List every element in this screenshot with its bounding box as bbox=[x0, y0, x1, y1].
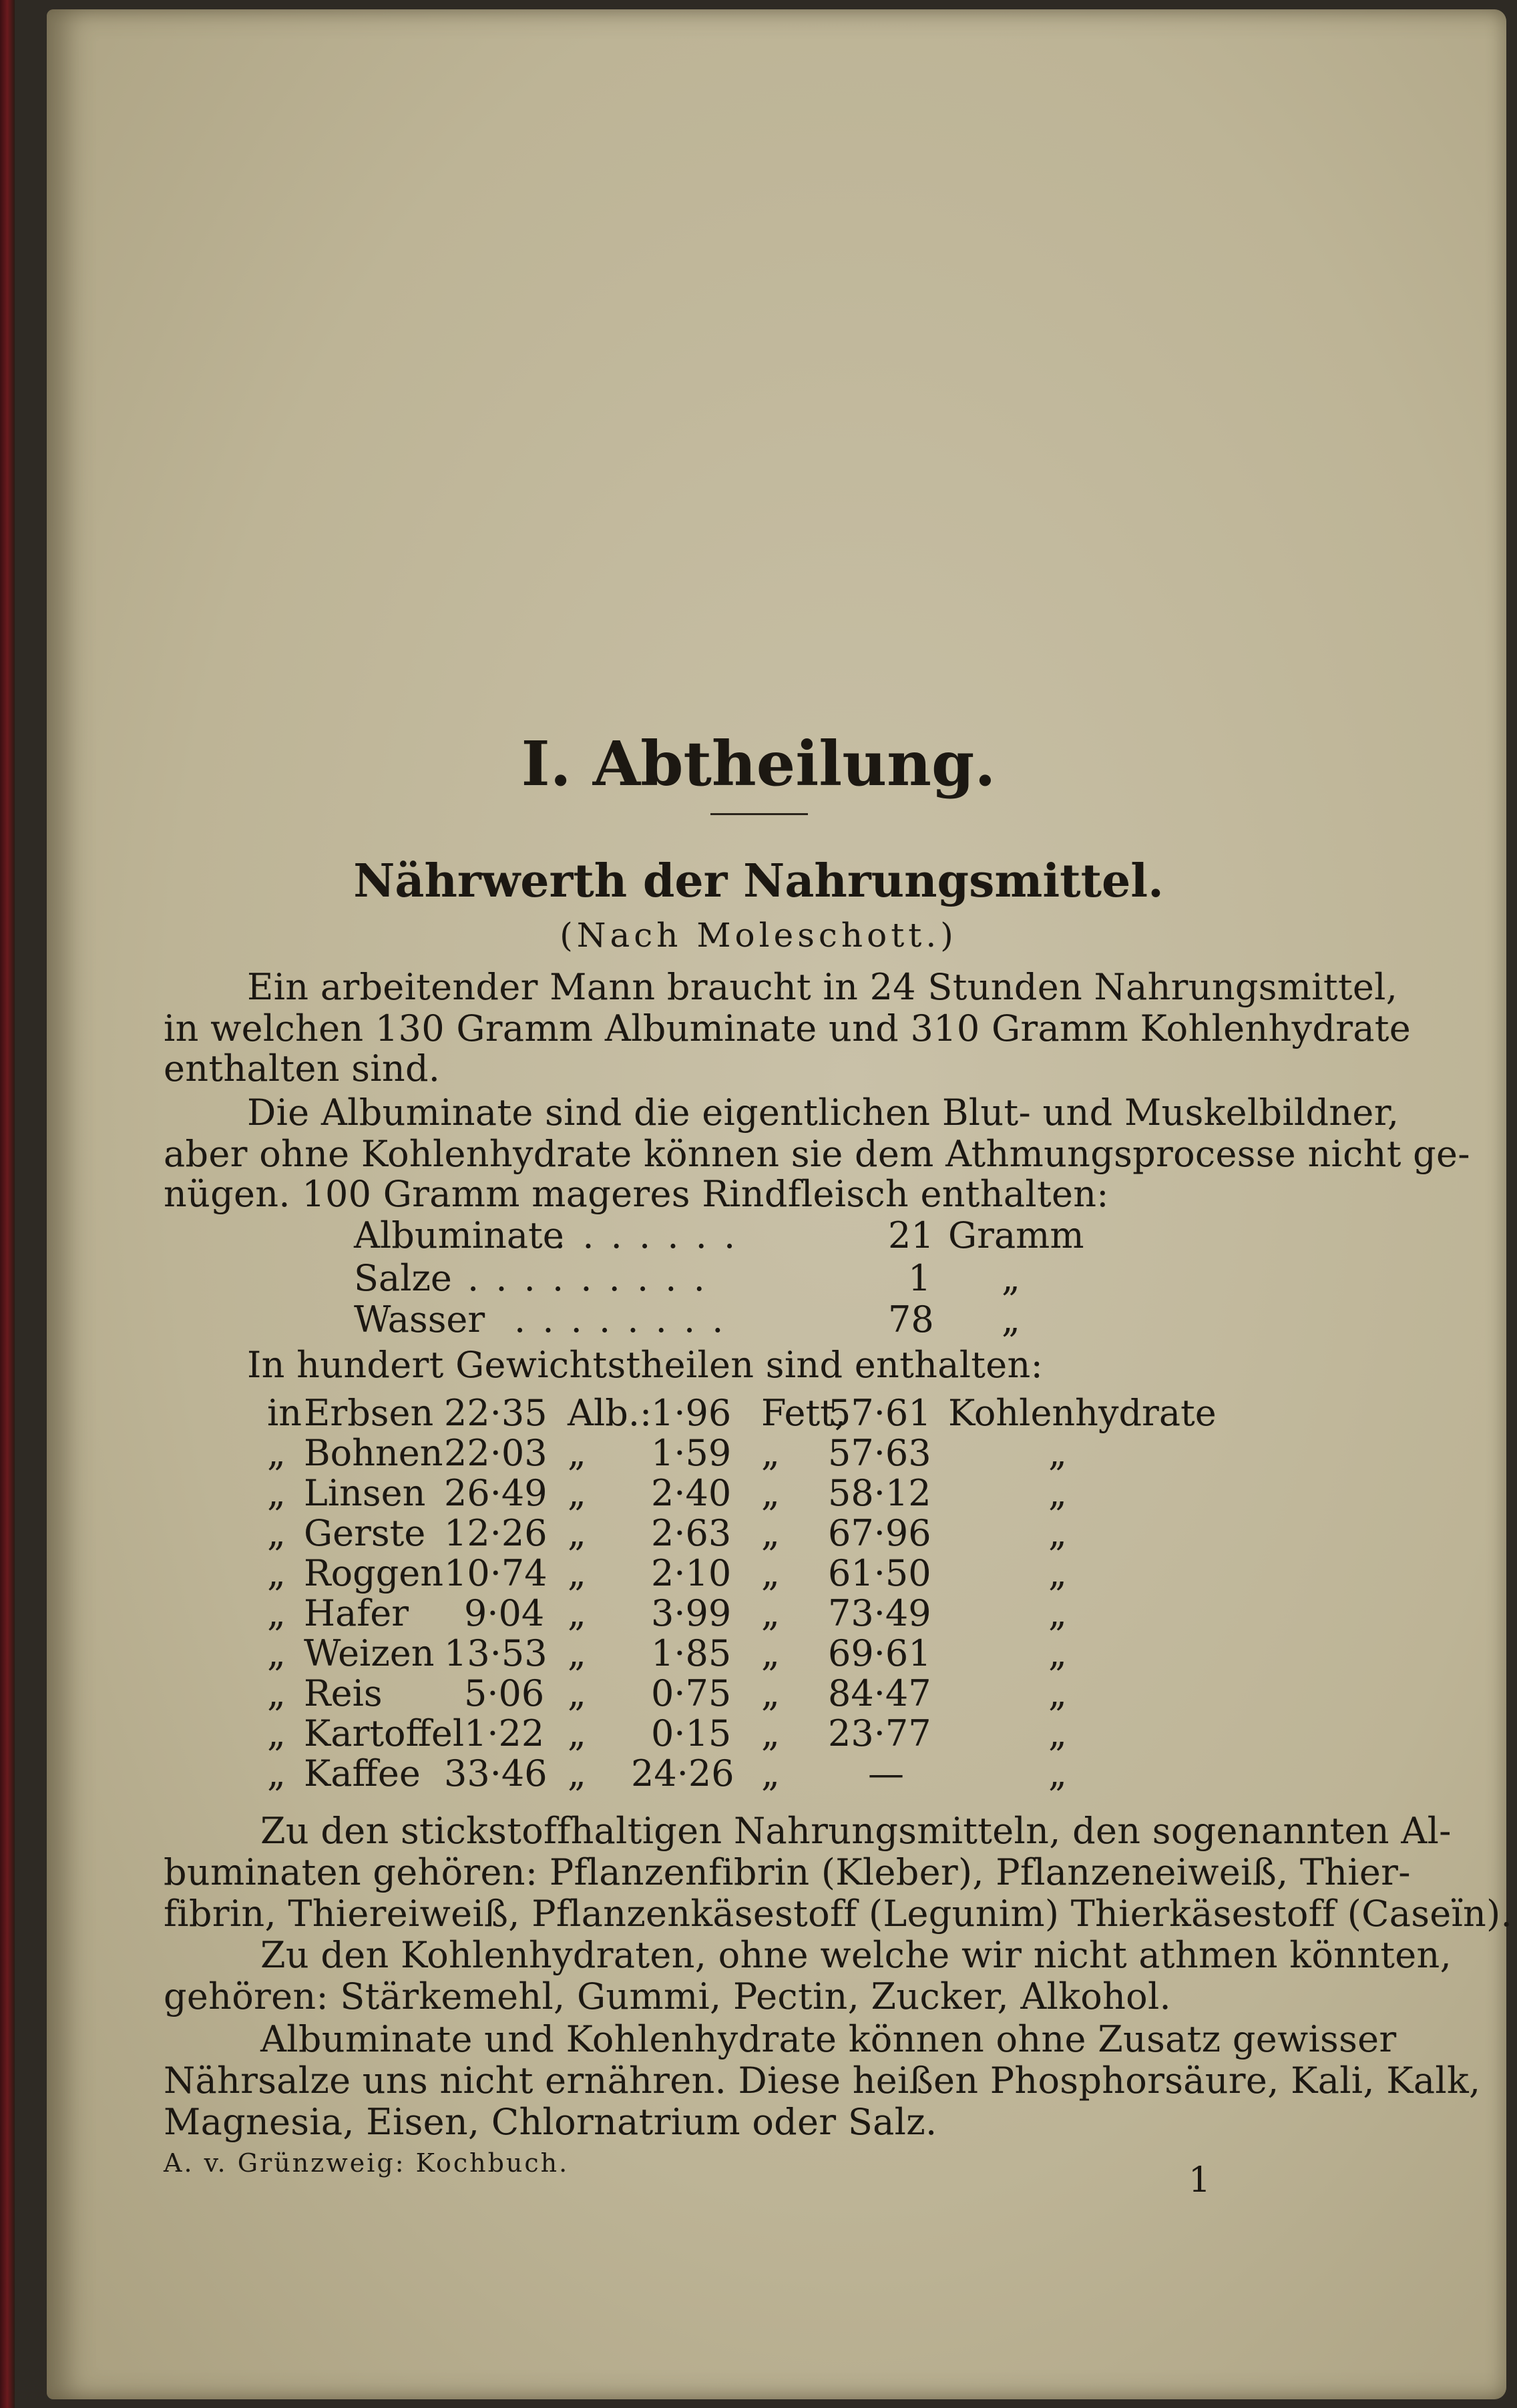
title-divider bbox=[710, 813, 808, 815]
closing-line: gehören: Stärkemehl, Gummi, Pectin, Zucker, Alkohol. bbox=[164, 1975, 1172, 2017]
carb-value: 67·96 bbox=[828, 1512, 931, 1554]
fat-label: „ bbox=[761, 1432, 780, 1474]
section-title: I. Abtheilung. bbox=[521, 728, 996, 800]
fat-label: „ bbox=[761, 1672, 780, 1714]
beef-item-value: 78 bbox=[888, 1298, 934, 1341]
fat-value: 1·85 bbox=[651, 1632, 732, 1674]
carb-label: „ bbox=[1048, 1672, 1067, 1714]
carb-value: 69·61 bbox=[828, 1632, 931, 1674]
fat-value: 2·63 bbox=[651, 1512, 732, 1554]
albumin-value: 1·22 bbox=[464, 1712, 545, 1754]
fat-value: 0·15 bbox=[651, 1712, 732, 1754]
carb-label: „ bbox=[1048, 1752, 1067, 1794]
beef-item-dots: . . . . . . . . bbox=[514, 1298, 726, 1341]
beef-item-name: Salze bbox=[354, 1257, 452, 1299]
beef-item-unit: „ bbox=[1002, 1257, 1020, 1299]
food-name: Kartoffel bbox=[304, 1712, 465, 1754]
fat-label: „ bbox=[761, 1552, 780, 1594]
intro-line: aber ohne Kohlenhydrate können sie dem Athmungsprocesse nicht ge- bbox=[164, 1133, 1470, 1175]
carb-label: „ bbox=[1048, 1552, 1067, 1594]
carb-value: 57·61 bbox=[828, 1392, 931, 1434]
beef-item-unit: „ bbox=[1002, 1298, 1020, 1341]
food-name: Hafer bbox=[304, 1592, 409, 1634]
fat-label: Fett, bbox=[761, 1392, 847, 1434]
carb-label: „ bbox=[1048, 1712, 1067, 1754]
albumin-label: Alb.: bbox=[568, 1392, 652, 1434]
fat-label: „ bbox=[761, 1632, 780, 1674]
closing-line: Nährsalze uns nicht ernähren. Diese heißen Phosphorsäure, Kali, Kalk, bbox=[164, 2060, 1481, 2102]
closing-line: Zu den Kohlenhydraten, ohne welche wir nicht athmen könnten, bbox=[260, 1934, 1452, 1976]
carb-label: Kohlenhydrate bbox=[948, 1392, 1217, 1434]
hundred-intro: In hundert Gewichtstheilen sind enthalten: bbox=[247, 1344, 1044, 1386]
albumin-value: 9·04 bbox=[464, 1592, 545, 1634]
carb-label: „ bbox=[1048, 1512, 1067, 1554]
page-number: 1 bbox=[1188, 2160, 1211, 2200]
row-prefix: „ bbox=[267, 1752, 286, 1794]
row-prefix: in bbox=[267, 1392, 302, 1434]
page-footer: A. v. Grünzweig: Kochbuch. bbox=[164, 2148, 570, 2178]
row-prefix: „ bbox=[267, 1472, 286, 1514]
albumin-label: „ bbox=[568, 1712, 586, 1754]
fat-label: „ bbox=[761, 1752, 780, 1794]
beef-item-unit: Gramm bbox=[948, 1214, 1084, 1256]
fat-value: 3·99 bbox=[651, 1592, 732, 1634]
carb-value: 57·63 bbox=[828, 1432, 931, 1474]
carb-value: 23·77 bbox=[828, 1712, 931, 1754]
carb-label: „ bbox=[1048, 1592, 1067, 1634]
albumin-value: 13·53 bbox=[444, 1632, 548, 1674]
albumin-value: 10·74 bbox=[444, 1552, 548, 1594]
row-prefix: „ bbox=[267, 1632, 286, 1674]
albumin-label: „ bbox=[568, 1552, 586, 1594]
closing-line: Albuminate und Kohlenhydrate können ohne Zusatz gewisser bbox=[260, 2018, 1397, 2060]
beef-item-value: 21 bbox=[888, 1214, 934, 1256]
fat-label: „ bbox=[761, 1592, 780, 1634]
albumin-value: 33·46 bbox=[444, 1752, 548, 1794]
fat-label: „ bbox=[761, 1512, 780, 1554]
book-spine bbox=[0, 0, 15, 2408]
closing-line: buminaten gehören: Pflanzenfibrin (Kleber), Pflanzeneiweiß, Thier- bbox=[164, 1851, 1411, 1893]
intro-line: enthalten sind. bbox=[164, 1047, 441, 1090]
fat-value: 0·75 bbox=[651, 1672, 732, 1714]
intro-line: Die Albuminate sind die eigentlichen Blut- und Muskelbildner, bbox=[247, 1092, 1399, 1134]
beef-item-dots: . . . . . . . . . bbox=[467, 1257, 708, 1299]
intro-line: Ein arbeitender Mann braucht in 24 Stunden Nahrungsmittel, bbox=[247, 966, 1398, 1008]
beef-item-name: Wasser bbox=[354, 1298, 485, 1341]
fat-label: „ bbox=[761, 1472, 780, 1514]
food-name: Roggen bbox=[304, 1552, 444, 1594]
carb-value: 61·50 bbox=[828, 1552, 931, 1594]
row-prefix: „ bbox=[267, 1592, 286, 1634]
closing-line: Zu den stickstoffhaltigen Nahrungsmitteln, den sogenannten Al- bbox=[260, 1810, 1452, 1852]
fat-value: 1·96 bbox=[651, 1392, 732, 1434]
fat-value: 1·59 bbox=[651, 1432, 732, 1474]
row-prefix: „ bbox=[267, 1552, 286, 1594]
beef-item-name: Albuminate bbox=[354, 1214, 564, 1256]
row-prefix: „ bbox=[267, 1512, 286, 1554]
fat-value: 2·40 bbox=[651, 1472, 732, 1514]
subtitle: Nährwerth der Nahrungsmittel. bbox=[353, 855, 1164, 908]
food-name: Weizen bbox=[304, 1632, 435, 1674]
food-name: Gerste bbox=[304, 1512, 426, 1554]
carb-value: 84·47 bbox=[828, 1672, 931, 1714]
carb-value: 73·49 bbox=[828, 1592, 931, 1634]
fat-value: 24·26 bbox=[631, 1752, 734, 1794]
food-name: Linsen bbox=[304, 1472, 426, 1514]
intro-line: nügen. 100 Gramm mageres Rindfleisch enthalten: bbox=[164, 1173, 1109, 1215]
albumin-label: „ bbox=[568, 1472, 586, 1514]
albumin-value: 22·03 bbox=[444, 1432, 548, 1474]
albumin-label: „ bbox=[568, 1512, 586, 1554]
closing-line: Magnesia, Eisen, Chlornatrium oder Salz. bbox=[164, 2101, 937, 2143]
albumin-label: „ bbox=[568, 1592, 586, 1634]
carb-value: — bbox=[868, 1752, 904, 1794]
intro-line: in welchen 130 Gramm Albuminate und 310 Gramm Kohlenhydrate bbox=[164, 1007, 1412, 1049]
fat-label: „ bbox=[761, 1712, 780, 1754]
row-prefix: „ bbox=[267, 1672, 286, 1714]
fat-value: 2·10 bbox=[651, 1552, 732, 1594]
albumin-label: „ bbox=[568, 1752, 586, 1794]
food-name: Kaffee bbox=[304, 1752, 421, 1794]
beef-item-dots: . . . . . . . bbox=[554, 1214, 738, 1256]
row-prefix: „ bbox=[267, 1712, 286, 1754]
carb-value: 58·12 bbox=[828, 1472, 931, 1514]
carb-label: „ bbox=[1048, 1432, 1067, 1474]
albumin-label: „ bbox=[568, 1672, 586, 1714]
beef-item-value: 1 bbox=[908, 1257, 931, 1299]
albumin-value: 22·35 bbox=[444, 1392, 548, 1434]
albumin-value: 26·49 bbox=[444, 1472, 548, 1514]
albumin-value: 5·06 bbox=[464, 1672, 545, 1714]
carb-label: „ bbox=[1048, 1632, 1067, 1674]
closing-line: fibrin, Thiereiweiß, Pflanzenkäsestoff (Legunim) Thierkäsestoff (Caseïn). bbox=[164, 1893, 1512, 1935]
row-prefix: „ bbox=[267, 1432, 286, 1474]
albumin-value: 12·26 bbox=[444, 1512, 548, 1554]
food-name: Reis bbox=[304, 1672, 383, 1714]
albumin-label: „ bbox=[568, 1432, 586, 1474]
carb-label: „ bbox=[1048, 1472, 1067, 1514]
food-name: Erbsen bbox=[304, 1392, 434, 1434]
source-note: (Nach Moleschott.) bbox=[560, 916, 957, 955]
albumin-label: „ bbox=[568, 1632, 586, 1674]
food-name: Bohnen bbox=[304, 1432, 443, 1474]
